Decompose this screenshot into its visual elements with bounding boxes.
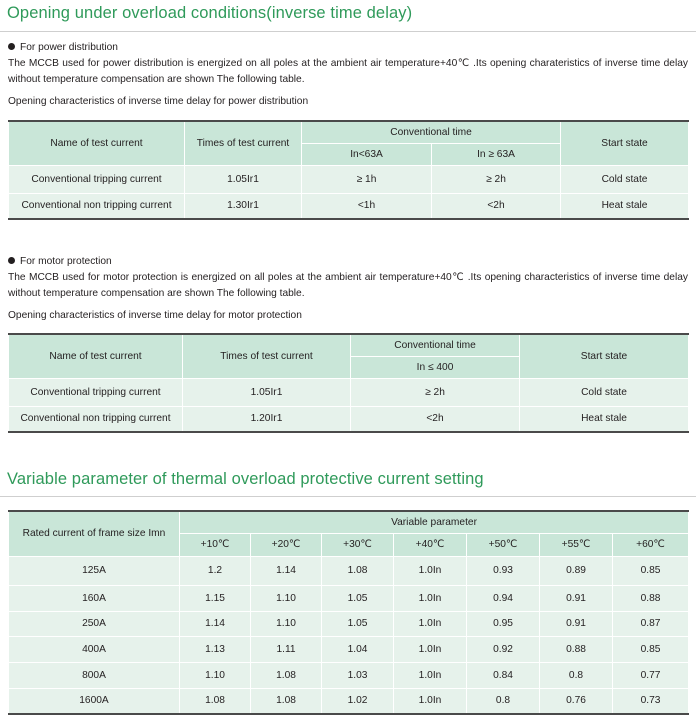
cell-value: 1.08 [322, 556, 394, 585]
cell-value: 1.02 [322, 688, 394, 714]
cell-state: Cold state [520, 378, 689, 406]
section-title-overload: Opening under overload conditions(inverse time delay) [7, 4, 413, 22]
table-row [9, 636, 689, 662]
cell-value: 0.88 [540, 636, 613, 662]
cell-value: 0.93 [467, 556, 540, 585]
table-row [9, 378, 689, 406]
distribution-bullet-label: For power distribution [20, 42, 118, 53]
motor-bullet [8, 254, 688, 270]
cell-value: 1.08 [251, 662, 322, 688]
header-temp: +60℃ [613, 533, 689, 556]
cell-value: 1.11 [251, 636, 322, 662]
cell-rated: 400A [9, 636, 180, 662]
cell-times: 1.05Ir1 [185, 165, 302, 193]
cell-value: 1.0In [394, 585, 467, 611]
distribution-paragraph: The MCCB used for power distribution is energized on all poles at the ambient air temperature+40℃ .Its opening charateristics of inverse time delay without temperature compensation are shown The following table. [8, 58, 688, 85]
cell-conv-a: ≥ 2h [351, 378, 520, 406]
header-times-of-test-current: Times of test current [183, 334, 351, 378]
bullet-dot-icon [8, 257, 15, 264]
header-conv-above-63a: In ≥ 63A [432, 143, 561, 165]
table-row [9, 611, 689, 636]
header-conventional-time: Conventional time [302, 121, 561, 143]
cell-value: 0.91 [540, 611, 613, 636]
header-name-of-test-current: Name of test current [9, 121, 185, 165]
cell-value: 0.8 [467, 688, 540, 714]
cell-value: 0.85 [613, 636, 689, 662]
cell-value: 1.13 [180, 636, 251, 662]
bullet-dot-icon [8, 43, 15, 50]
cell-value: 1.05 [322, 585, 394, 611]
cell-times: 1.20Ir1 [183, 406, 351, 432]
header-temp: +55℃ [540, 533, 613, 556]
header-start-state: Start state [561, 121, 689, 165]
table-row [9, 662, 689, 688]
cell-state: Heat stale [520, 406, 689, 432]
cell-value: 0.94 [467, 585, 540, 611]
title-divider [0, 31, 696, 32]
motor-bullet-label: For motor protection [20, 256, 112, 267]
header-conv-below-63a: In<63A [302, 143, 432, 165]
cell-conv-a: ≥ 1h [302, 165, 432, 193]
cell-value: 0.91 [540, 585, 613, 611]
header-variable-parameter: Variable parameter [180, 511, 689, 533]
cell-name: Conventional tripping current [9, 165, 185, 193]
cell-times: 1.05Ir1 [183, 378, 351, 406]
header-conv-le-400: In ≤ 400 [351, 356, 520, 378]
cell-value: 0.87 [613, 611, 689, 636]
header-times-of-test-current: Times of test current [185, 121, 302, 165]
cell-value: 0.89 [540, 556, 613, 585]
cell-value: 1.2 [180, 556, 251, 585]
header-temp: +10℃ [180, 533, 251, 556]
cell-value: 0.85 [613, 556, 689, 585]
cell-value: 1.0In [394, 662, 467, 688]
motor-text-block [8, 254, 688, 302]
cell-value: 1.04 [322, 636, 394, 662]
cell-value: 1.14 [180, 611, 251, 636]
cell-value: 0.95 [467, 611, 540, 636]
cell-name: Conventional non tripping current [9, 406, 183, 432]
cell-rated: 1600A [9, 688, 180, 714]
motor-table-caption: Opening characteristics of inverse time delay for motor protection [8, 310, 302, 321]
distribution-table-caption: Opening characteristics of inverse time delay for power distribution [8, 96, 309, 107]
cell-value: 1.0In [394, 611, 467, 636]
table-row [9, 406, 689, 432]
cell-value: 1.08 [251, 688, 322, 714]
header-name-of-test-current: Name of test current [9, 334, 183, 378]
distribution-table [8, 120, 689, 220]
cell-value: 1.0In [394, 636, 467, 662]
cell-value: 0.92 [467, 636, 540, 662]
cell-name: Conventional tripping current [9, 378, 183, 406]
header-temp: +30℃ [322, 533, 394, 556]
header-conventional-time: Conventional time [351, 334, 520, 356]
cell-value: 0.84 [467, 662, 540, 688]
cell-rated: 800A [9, 662, 180, 688]
header-start-state: Start state [520, 334, 689, 378]
variable-parameter-table [8, 510, 689, 715]
cell-state: Heat stale [561, 193, 689, 219]
motor-table [8, 333, 689, 433]
header-temp: +20℃ [251, 533, 322, 556]
cell-value: 1.10 [251, 585, 322, 611]
cell-value: 1.05 [322, 611, 394, 636]
cell-value: 1.10 [180, 662, 251, 688]
cell-state: Cold state [561, 165, 689, 193]
cell-value: 0.76 [540, 688, 613, 714]
cell-conv-b: ≥ 2h [432, 165, 561, 193]
cell-value: 1.03 [322, 662, 394, 688]
header-rated-current: Rated current of frame size Imn [9, 511, 180, 556]
cell-rated: 125A [9, 556, 180, 585]
table-row [9, 688, 689, 714]
table-row [9, 165, 689, 193]
cell-value: 1.10 [251, 611, 322, 636]
cell-value: 0.73 [613, 688, 689, 714]
cell-value: 1.14 [251, 556, 322, 585]
cell-rated: 250A [9, 611, 180, 636]
motor-paragraph: The MCCB used for motor protection is energized on all poles at the ambient air temperature+40℃ .Its opening characteristics of inverse time delay without temperature compensation are shown The following table. [8, 272, 688, 299]
distribution-bullet [8, 40, 688, 56]
header-temp: +40℃ [394, 533, 467, 556]
table-row [9, 193, 689, 219]
cell-value: 1.08 [180, 688, 251, 714]
cell-times: 1.30Ir1 [185, 193, 302, 219]
cell-name: Conventional non tripping current [9, 193, 185, 219]
title-divider [0, 496, 696, 497]
cell-conv-b: <2h [432, 193, 561, 219]
header-temp: +50℃ [467, 533, 540, 556]
table-row [9, 556, 689, 585]
cell-value: 0.8 [540, 662, 613, 688]
cell-conv-a: <1h [302, 193, 432, 219]
cell-value: 1.15 [180, 585, 251, 611]
cell-value: 0.88 [613, 585, 689, 611]
table-row [9, 585, 689, 611]
cell-value: 1.0In [394, 688, 467, 714]
distribution-text-block [8, 40, 688, 88]
section-title-variable-parameter: Variable parameter of thermal overload protective current setting [7, 470, 484, 488]
cell-conv-a: <2h [351, 406, 520, 432]
cell-value: 0.77 [613, 662, 689, 688]
cell-rated: 160A [9, 585, 180, 611]
cell-value: 1.0In [394, 556, 467, 585]
